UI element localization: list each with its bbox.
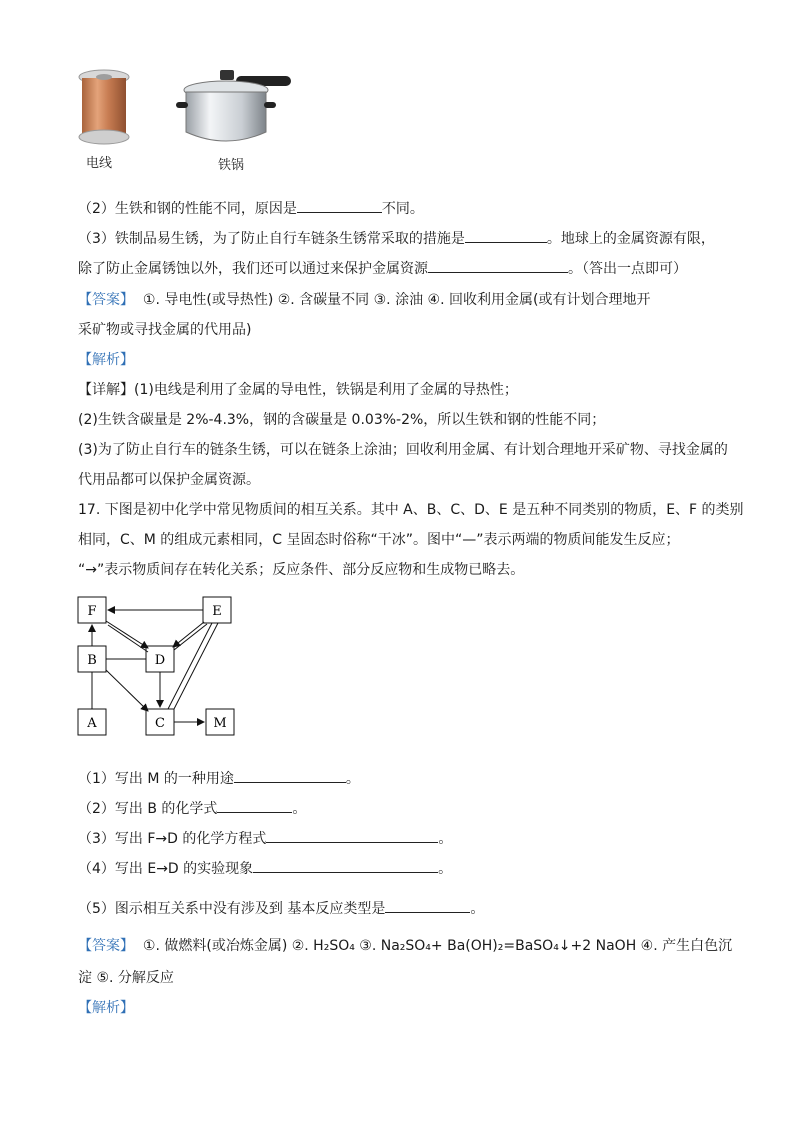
q17-analysis-tag: 【解析】 (78, 1000, 134, 1016)
node-f-label: F (87, 604, 97, 619)
answer-blank[interactable] (465, 228, 547, 243)
q16-detail-2: (2)生铁含碳量是 2%-4.3%，钢的含碳量是 0.03%-2%，所以生铁和钢的性能不同； (78, 412, 606, 428)
answer-tag: 【答案】 (78, 292, 134, 308)
q17-answer-line2: 淀 ⑤. 分解反应 (78, 970, 174, 986)
q17-stem-3: “→”表示物质间存在转化关系；反应条件、部分反应物和生成物已略去。 (78, 562, 525, 578)
q17-part1: （1）写出 M 的一种用途 。 (78, 768, 360, 789)
q17-part3: （3）写出 F→D 的化学方程式 。 (78, 828, 452, 849)
wire-spool-image (78, 68, 130, 146)
answer-blank[interactable] (266, 828, 438, 843)
q16-part2: （2）生铁和钢的性能不同，原因是 不同。 (78, 198, 424, 219)
q16-answer: 【答案】 ①. 导电性(或导热性) ②. 含碳量不同 ③. 涂油 ④. 回收利用金属(或有计划合理地开 (78, 292, 651, 308)
node-d-label: D (154, 653, 166, 668)
answer-blank[interactable] (297, 198, 382, 213)
pot-caption: 铁锅 (218, 158, 245, 173)
answer-blank[interactable] (385, 898, 470, 913)
q16-detail-1: 【详解】(1)电线是利用了金属的导电性，铁锅是利用了金属的导热性； (78, 382, 518, 398)
edge-e-c-1 (168, 623, 212, 709)
edge-d-f (108, 625, 148, 652)
relationship-diagram (70, 592, 250, 746)
answer-blank[interactable] (217, 798, 292, 813)
q16-analysis-tag: 【解析】 (78, 352, 134, 368)
wire-caption: 电线 (86, 156, 113, 171)
q17-part2: （2）写出 B 的化学式 。 (78, 798, 306, 819)
node-m-label: M (213, 716, 227, 731)
q17-answer: 【答案】 ①. 做燃料(或冶炼金属) ②. H₂SO₄ ③. Na₂SO₄+ Ba(OH)₂=BaSO₄↓+2 NaOH ④. 产生白色沉 (78, 938, 733, 954)
node-b-label: B (87, 653, 97, 668)
q16-answer-line2: 采矿物或寻找金属的代用品) (78, 322, 252, 338)
q17-part5: （5）图示相互关系中没有涉及到 基本反应类型是 。 (78, 898, 484, 919)
edge-b-to-c (106, 670, 148, 711)
node-c-label: C (155, 716, 165, 731)
q17-part4: （4）写出 E→D 的实验现象 。 (78, 858, 452, 879)
edge-e-c-2 (174, 623, 218, 709)
q17-stem-1: 17. 下图是初中化学中常见物质间的相互关系。其中 A、B、C、D、E 是五种不同类别的物质，E、F 的类别 (78, 502, 744, 518)
edge-e-to-d (173, 622, 204, 647)
pressure-cooker-image (176, 66, 294, 152)
node-e-label: E (212, 604, 222, 619)
edge-d-e (174, 624, 207, 650)
answer-blank[interactable] (428, 258, 568, 273)
q17-stem-2: 相同，C、M 的组成元素相同，C 呈固态时俗称“干冰”。图中“—”表示两端的物质间能发生反应； (78, 532, 680, 548)
node-a-label: A (87, 716, 97, 731)
q16-part3-line2: 除了防止金属锈蚀以外，我们还可以通过来保护金属资源 。（答出一点即可） (78, 258, 687, 279)
answer-blank[interactable] (234, 768, 346, 783)
q16-part3: （3）铁制品易生锈，为了防止自行车链条生锈常采取的措施是 。地球上的金属资源有限， (78, 228, 715, 249)
q16-detail-3b: 代用品都可以保护金属资源。 (78, 472, 260, 488)
q16-detail-3a: (3)为了防止自行车的链条生锈，可以在链条上涂油；回收利用金属、有计划合理地开采矿物、寻找金属的 (78, 442, 728, 458)
detail-tag: 【详解】 (78, 382, 134, 398)
edge-f-to-d (106, 621, 148, 648)
answer-blank[interactable] (253, 858, 438, 873)
answer-tag: 【答案】 (78, 938, 134, 954)
